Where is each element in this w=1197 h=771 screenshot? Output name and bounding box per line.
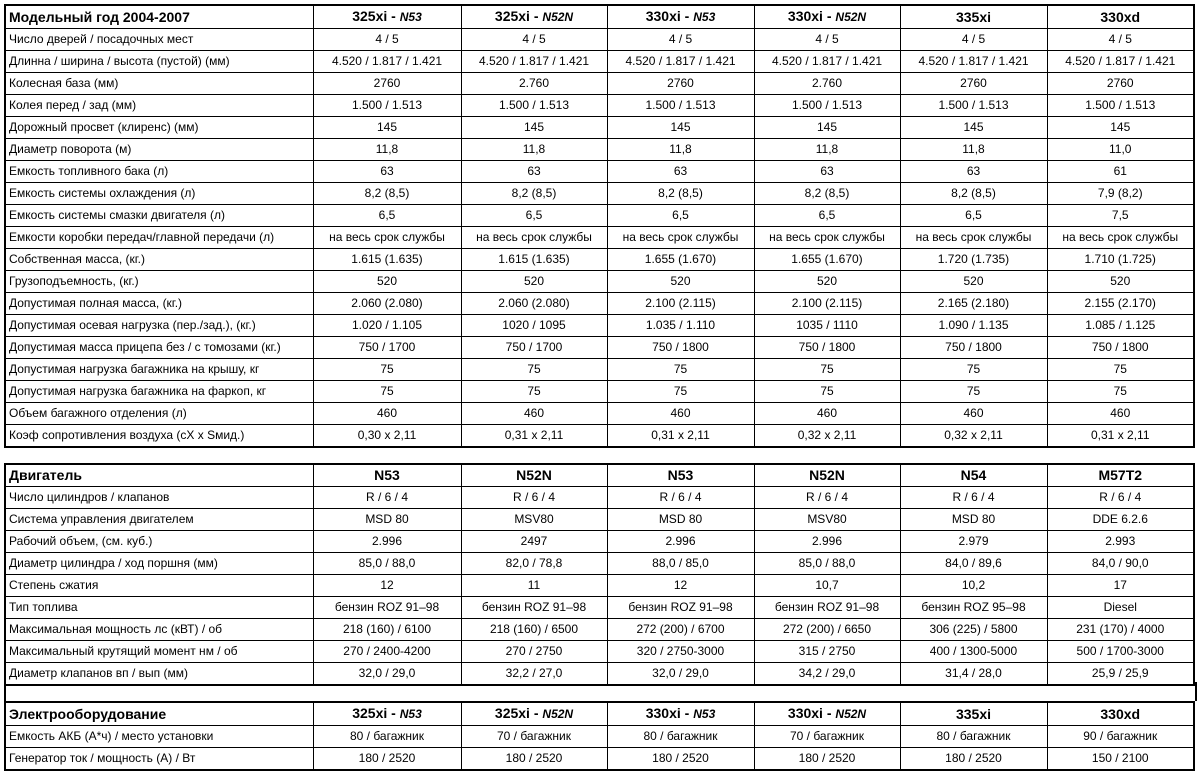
cell-value: 520	[461, 271, 607, 293]
engine-code: N53	[693, 707, 716, 721]
table-row	[5, 359, 1194, 381]
cell-value: 520	[900, 271, 1047, 293]
column-header	[754, 702, 900, 726]
cell-value: R / 6 / 4	[313, 487, 461, 509]
cell-value: 2.996	[754, 531, 900, 553]
cell-value: 180 / 2520	[754, 748, 900, 771]
cell-value: 6,5	[313, 205, 461, 227]
cell-value: 306 (225) / 5800	[900, 619, 1047, 641]
table-row	[5, 205, 1194, 227]
engine-code: N52N	[835, 707, 867, 721]
cell-value: 8,2 (8,5)	[313, 183, 461, 205]
cell-value: 63	[900, 161, 1047, 183]
cell-value: 1.500 / 1.513	[1047, 95, 1194, 117]
table-row	[5, 293, 1194, 315]
cell-value: 4.520 / 1.817 / 1.421	[1047, 51, 1194, 73]
cell-value: 7,5	[1047, 205, 1194, 227]
row-label: Степень сжатия	[5, 575, 313, 597]
row-label: Допустимая осевая нагрузка (пер./зад.), (кг.)	[5, 315, 313, 337]
model-name: 330xi	[787, 8, 823, 24]
cell-value: 218 (160) / 6100	[313, 619, 461, 641]
cell-value: 315 / 2750	[754, 641, 900, 663]
table-row	[5, 531, 1194, 553]
table-row	[5, 726, 1194, 748]
cell-value: 1035 / 1110	[754, 315, 900, 337]
cell-value: 460	[754, 403, 900, 425]
cell-value: 25,9 / 25,9	[1047, 663, 1194, 686]
table-row	[5, 425, 1194, 448]
cell-value: 0,32 х 2,11	[900, 425, 1047, 448]
row-label: Емкости коробки передач/главной передачи (л)	[5, 227, 313, 249]
cell-value: 85,0 / 88,0	[754, 553, 900, 575]
column-header	[1047, 5, 1194, 29]
row-label: Рабочий объем, (см. куб.)	[5, 531, 313, 553]
model-name: 330xi	[645, 8, 681, 24]
electrical-specs-table	[4, 701, 1195, 771]
table-row	[5, 641, 1194, 663]
cell-value: 84,0 / 90,0	[1047, 553, 1194, 575]
cell-value: 0,30 х 2,11	[313, 425, 461, 448]
cell-value: 75	[607, 359, 754, 381]
cell-value: 180 / 2520	[900, 748, 1047, 771]
cell-value: бензин ROZ 91–98	[313, 597, 461, 619]
cell-value: MSD 80	[607, 509, 754, 531]
cell-value: 75	[754, 381, 900, 403]
cell-value: 75	[900, 381, 1047, 403]
table-row	[5, 619, 1194, 641]
cell-value: 88,0 / 85,0	[607, 553, 754, 575]
table-row	[5, 51, 1194, 73]
table-row	[5, 403, 1194, 425]
engine-code: N53	[693, 10, 716, 24]
table-row	[5, 663, 1194, 686]
cell-value: 85,0 / 88,0	[313, 553, 461, 575]
cell-value: Diesel	[1047, 597, 1194, 619]
column-header: N52N	[461, 464, 607, 487]
cell-value: DDE 6.2.6	[1047, 509, 1194, 531]
cell-value: MSV80	[754, 509, 900, 531]
column-header	[754, 5, 900, 29]
model-name: 325xi	[352, 8, 388, 24]
cell-value: 10,2	[900, 575, 1047, 597]
column-header: M57T2	[1047, 464, 1194, 487]
row-label: Емкость системы смазки двигателя (л)	[5, 205, 313, 227]
cell-value: 84,0 / 89,6	[900, 553, 1047, 575]
cell-value: 6,5	[607, 205, 754, 227]
cell-value: 4 / 5	[607, 29, 754, 51]
cell-value: 145	[754, 117, 900, 139]
cell-value: 4 / 5	[313, 29, 461, 51]
cell-value: 1.090 / 1.135	[900, 315, 1047, 337]
column-header	[313, 5, 461, 29]
row-label: Колесная база (мм)	[5, 73, 313, 95]
cell-value: 0,32 х 2,11	[754, 425, 900, 448]
table-row	[5, 509, 1194, 531]
separator: -	[387, 705, 400, 721]
cell-value: 4 / 5	[1047, 29, 1194, 51]
cell-value: 12	[607, 575, 754, 597]
cell-value: 750 / 1700	[461, 337, 607, 359]
row-label: Допустимая масса прицепа без / с томозами (кг.)	[5, 337, 313, 359]
column-header	[900, 702, 1047, 726]
cell-value: 2760	[1047, 73, 1194, 95]
section-title: Модельный год 2004-2007	[5, 5, 313, 29]
cell-value: 11,0	[1047, 139, 1194, 161]
cell-value: бензин ROZ 91–98	[461, 597, 607, 619]
cell-value: 0,31 х 2,11	[461, 425, 607, 448]
header-row	[5, 464, 1194, 487]
cell-value: 75	[1047, 359, 1194, 381]
row-label: Коэф сопротивления воздуха (сX х Sмид.)	[5, 425, 313, 448]
cell-value: 750 / 1700	[313, 337, 461, 359]
row-label: Дорожный просвет (клиренс) (мм)	[5, 117, 313, 139]
cell-value: 32,0 / 29,0	[607, 663, 754, 686]
cell-value: 70 / багажник	[754, 726, 900, 748]
cell-value: 32,0 / 29,0	[313, 663, 461, 686]
cell-value: 75	[461, 359, 607, 381]
cell-value: 145	[607, 117, 754, 139]
cell-value: 1.035 / 1.110	[607, 315, 754, 337]
cell-value: 6,5	[900, 205, 1047, 227]
cell-value: на весь срок службы	[754, 227, 900, 249]
engine-code: N52N	[835, 10, 867, 24]
cell-value: 270 / 2400-4200	[313, 641, 461, 663]
cell-value: 11	[461, 575, 607, 597]
cell-value: 8,2 (8,5)	[754, 183, 900, 205]
header-row	[5, 702, 1194, 726]
separator: -	[822, 705, 836, 721]
cell-value: 1.500 / 1.513	[754, 95, 900, 117]
cell-value: 82,0 / 78,8	[461, 553, 607, 575]
cell-value: 75	[1047, 381, 1194, 403]
section-title: Двигатель	[5, 464, 313, 487]
cell-value: на весь срок службы	[461, 227, 607, 249]
cell-value: 1.500 / 1.513	[461, 95, 607, 117]
row-label: Емкость топливного бака (л)	[5, 161, 313, 183]
cell-value: 150 / 2100	[1047, 748, 1194, 771]
table-row	[5, 271, 1194, 293]
cell-value: 75	[461, 381, 607, 403]
table-row	[5, 73, 1194, 95]
cell-value: 17	[1047, 575, 1194, 597]
column-header	[900, 5, 1047, 29]
cell-value: 11,8	[900, 139, 1047, 161]
cell-value: 80 / багажник	[900, 726, 1047, 748]
cell-value: 1.500 / 1.513	[607, 95, 754, 117]
model-name: 325xi	[494, 8, 530, 24]
cell-value: 145	[313, 117, 461, 139]
cell-value: 1.615 (1.635)	[461, 249, 607, 271]
row-label: Емкость АКБ (А*ч) / место установки	[5, 726, 313, 748]
cell-value: 11,8	[313, 139, 461, 161]
cell-value: 218 (160) / 6500	[461, 619, 607, 641]
cell-value: на весь срок службы	[313, 227, 461, 249]
cell-value: 750 / 1800	[754, 337, 900, 359]
row-label: Допустимая полная масса, (кг.)	[5, 293, 313, 315]
table-row	[5, 249, 1194, 271]
row-label: Грузоподъемность, (кг.)	[5, 271, 313, 293]
cell-value: 4.520 / 1.817 / 1.421	[461, 51, 607, 73]
table-row	[5, 597, 1194, 619]
cell-value: 32,2 / 27,0	[461, 663, 607, 686]
table-row	[5, 381, 1194, 403]
cell-value: 272 (200) / 6650	[754, 619, 900, 641]
separator: -	[822, 8, 836, 24]
table-row	[5, 117, 1194, 139]
cell-value: 4 / 5	[900, 29, 1047, 51]
model-name: 330xd	[1100, 8, 1141, 25]
cell-value: 4.520 / 1.817 / 1.421	[607, 51, 754, 73]
cell-value: 80 / багажник	[313, 726, 461, 748]
model-name: 325xi	[352, 705, 388, 721]
cell-value: 520	[1047, 271, 1194, 293]
cell-value: 1.655 (1.670)	[754, 249, 900, 271]
cell-value: 34,2 / 29,0	[754, 663, 900, 686]
column-header	[607, 702, 754, 726]
cell-value: бензин ROZ 91–98	[754, 597, 900, 619]
cell-value: бензин ROZ 91–98	[607, 597, 754, 619]
vehicle-specs-table	[4, 4, 1195, 448]
cell-value: R / 6 / 4	[607, 487, 754, 509]
table-row	[5, 95, 1194, 117]
cell-value: 2.060 (2.080)	[461, 293, 607, 315]
cell-value: 11,8	[607, 139, 754, 161]
cell-value: 63	[461, 161, 607, 183]
cell-value: 63	[313, 161, 461, 183]
row-label: Диаметр клапанов вп / вып (мм)	[5, 663, 313, 686]
cell-value: 4.520 / 1.817 / 1.421	[754, 51, 900, 73]
engine-code: N52N	[542, 10, 574, 24]
cell-value: 145	[1047, 117, 1194, 139]
cell-value: 460	[313, 403, 461, 425]
cell-value: 1020 / 1095	[461, 315, 607, 337]
engine-code: N53	[399, 10, 422, 24]
cell-value: R / 6 / 4	[1047, 487, 1194, 509]
cell-value: 2.060 (2.080)	[313, 293, 461, 315]
column-header: N54	[900, 464, 1047, 487]
cell-value: на весь срок службы	[607, 227, 754, 249]
engine-code: N52N	[542, 707, 574, 721]
row-label: Объем багажного отделения (л)	[5, 403, 313, 425]
row-label: Максимальный крутящий момент нм / об	[5, 641, 313, 663]
cell-value: 2.155 (2.170)	[1047, 293, 1194, 315]
cell-value: 400 / 1300-5000	[900, 641, 1047, 663]
table-row	[5, 315, 1194, 337]
row-label: Генератор ток / мощность (А) / Вт	[5, 748, 313, 771]
column-header	[461, 5, 607, 29]
table-row	[5, 487, 1194, 509]
cell-value: 8,2 (8,5)	[900, 183, 1047, 205]
cell-value: MSV80	[461, 509, 607, 531]
row-label: Число цилиндров / клапанов	[5, 487, 313, 509]
table-row	[5, 161, 1194, 183]
cell-value: 750 / 1800	[607, 337, 754, 359]
cell-value: 63	[754, 161, 900, 183]
cell-value: 500 / 1700-3000	[1047, 641, 1194, 663]
row-label: Колея перед / зад (мм)	[5, 95, 313, 117]
row-label: Система управления двигателем	[5, 509, 313, 531]
cell-value: 2.760	[461, 73, 607, 95]
model-name: 330xd	[1100, 705, 1141, 722]
cell-value: 750 / 1800	[900, 337, 1047, 359]
cell-value: MSD 80	[900, 509, 1047, 531]
cell-value: 460	[461, 403, 607, 425]
cell-value: 0,31 х 2,11	[1047, 425, 1194, 448]
row-label: Длинна / ширина / высота (пустой) (мм)	[5, 51, 313, 73]
cell-value: 63	[607, 161, 754, 183]
engine-code: N53	[399, 707, 422, 721]
separator: -	[680, 8, 694, 24]
cell-value: R / 6 / 4	[461, 487, 607, 509]
cell-value: 8,2 (8,5)	[607, 183, 754, 205]
column-header: N52N	[754, 464, 900, 487]
cell-value: 520	[313, 271, 461, 293]
table-row	[5, 227, 1194, 249]
cell-value: 272 (200) / 6700	[607, 619, 754, 641]
cell-value: на весь срок службы	[900, 227, 1047, 249]
cell-value: 90 / багажник	[1047, 726, 1194, 748]
column-header	[607, 5, 754, 29]
row-label: Диаметр поворота (м)	[5, 139, 313, 161]
row-label: Собственная масса, (кг.)	[5, 249, 313, 271]
cell-value: 6,5	[461, 205, 607, 227]
table-row	[5, 575, 1194, 597]
cell-value: 2497	[461, 531, 607, 553]
cell-value: R / 6 / 4	[754, 487, 900, 509]
cell-value: 2.760	[754, 73, 900, 95]
header-row	[5, 5, 1194, 29]
cell-value: 11,8	[461, 139, 607, 161]
cell-value: 2.979	[900, 531, 1047, 553]
cell-value: 2760	[607, 73, 754, 95]
cell-value: 4.520 / 1.817 / 1.421	[313, 51, 461, 73]
row-label: Максимальная мощность лс (кВТ) / об	[5, 619, 313, 641]
cell-value: 2.100 (2.115)	[754, 293, 900, 315]
cell-value: 80 / багажник	[607, 726, 754, 748]
cell-value: 75	[900, 359, 1047, 381]
table-row	[5, 748, 1194, 771]
cell-value: 145	[461, 117, 607, 139]
table-row	[5, 139, 1194, 161]
model-name: 335xi	[955, 705, 992, 722]
cell-value: 11,8	[754, 139, 900, 161]
cell-value: 1.500 / 1.513	[900, 95, 1047, 117]
table-row	[5, 183, 1194, 205]
cell-value: 460	[607, 403, 754, 425]
cell-value: 1.085 / 1.125	[1047, 315, 1194, 337]
row-label: Допустимая нагрузка багажника на крышу, кг	[5, 359, 313, 381]
cell-value: 12	[313, 575, 461, 597]
separator: -	[680, 705, 694, 721]
cell-value: 75	[313, 359, 461, 381]
cell-value: 2760	[900, 73, 1047, 95]
cell-value: 2.100 (2.115)	[607, 293, 754, 315]
cell-value: 145	[900, 117, 1047, 139]
cell-value: 8,2 (8,5)	[461, 183, 607, 205]
cell-value: 2.993	[1047, 531, 1194, 553]
separator: -	[387, 8, 400, 24]
separator: -	[529, 705, 543, 721]
cell-value: 320 / 2750-3000	[607, 641, 754, 663]
row-label: Диаметр цилиндра / ход поршня (мм)	[5, 553, 313, 575]
cell-value: MSD 80	[313, 509, 461, 531]
model-name: 330xi	[787, 705, 823, 721]
cell-value: 7,9 (8,2)	[1047, 183, 1194, 205]
model-name: 335xi	[955, 8, 992, 25]
cell-value: 1.615 (1.635)	[313, 249, 461, 271]
cell-value: 75	[754, 359, 900, 381]
cell-value: 1.710 (1.725)	[1047, 249, 1194, 271]
table-row	[5, 553, 1194, 575]
engine-specs-table	[4, 463, 1195, 686]
cell-value: бензин ROZ 95–98	[900, 597, 1047, 619]
cell-value: 1.500 / 1.513	[313, 95, 461, 117]
cell-value: 2.996	[607, 531, 754, 553]
cell-value: 1.655 (1.670)	[607, 249, 754, 271]
column-header: N53	[607, 464, 754, 487]
row-label: Допустимая нагрузка багажника на фаркоп, кг	[5, 381, 313, 403]
cell-value: 2.165 (2.180)	[900, 293, 1047, 315]
cell-value: 750 / 1800	[1047, 337, 1194, 359]
model-name: 330xi	[645, 705, 681, 721]
cell-value: 231 (170) / 4000	[1047, 619, 1194, 641]
cell-value: 61	[1047, 161, 1194, 183]
cell-value: 520	[607, 271, 754, 293]
cell-value: 520	[754, 271, 900, 293]
row-label: Емкость системы охлаждения (л)	[5, 183, 313, 205]
cell-value: 75	[313, 381, 461, 403]
table-row	[5, 29, 1194, 51]
cell-value: 1.720 (1.735)	[900, 249, 1047, 271]
cell-value: 4.520 / 1.817 / 1.421	[900, 51, 1047, 73]
cell-value: 4 / 5	[754, 29, 900, 51]
cell-value: на весь срок службы	[1047, 227, 1194, 249]
column-header	[1047, 702, 1194, 726]
cell-value: 70 / багажник	[461, 726, 607, 748]
cell-value: 0,31 х 2,11	[607, 425, 754, 448]
cell-value: 4 / 5	[461, 29, 607, 51]
cell-value: 75	[607, 381, 754, 403]
row-label: Число дверей / посадочных мест	[5, 29, 313, 51]
cell-value: R / 6 / 4	[900, 487, 1047, 509]
cell-value: 460	[900, 403, 1047, 425]
cell-value: 180 / 2520	[607, 748, 754, 771]
cell-value: 460	[1047, 403, 1194, 425]
cell-value: 10,7	[754, 575, 900, 597]
section-title: Электрооборудование	[5, 702, 313, 726]
cell-value: 180 / 2520	[461, 748, 607, 771]
cell-value: 270 / 2750	[461, 641, 607, 663]
column-header	[313, 702, 461, 726]
column-header	[461, 702, 607, 726]
model-name: 325xi	[494, 705, 530, 721]
cell-value: 180 / 2520	[313, 748, 461, 771]
cell-value: 2.996	[313, 531, 461, 553]
cell-value: 2760	[313, 73, 461, 95]
cell-value: 6,5	[754, 205, 900, 227]
table-row	[5, 337, 1194, 359]
column-header: N53	[313, 464, 461, 487]
cell-value: 31,4 / 28,0	[900, 663, 1047, 686]
separator: -	[529, 8, 543, 24]
row-label: Тип топлива	[5, 597, 313, 619]
cell-value: 1.020 / 1.105	[313, 315, 461, 337]
